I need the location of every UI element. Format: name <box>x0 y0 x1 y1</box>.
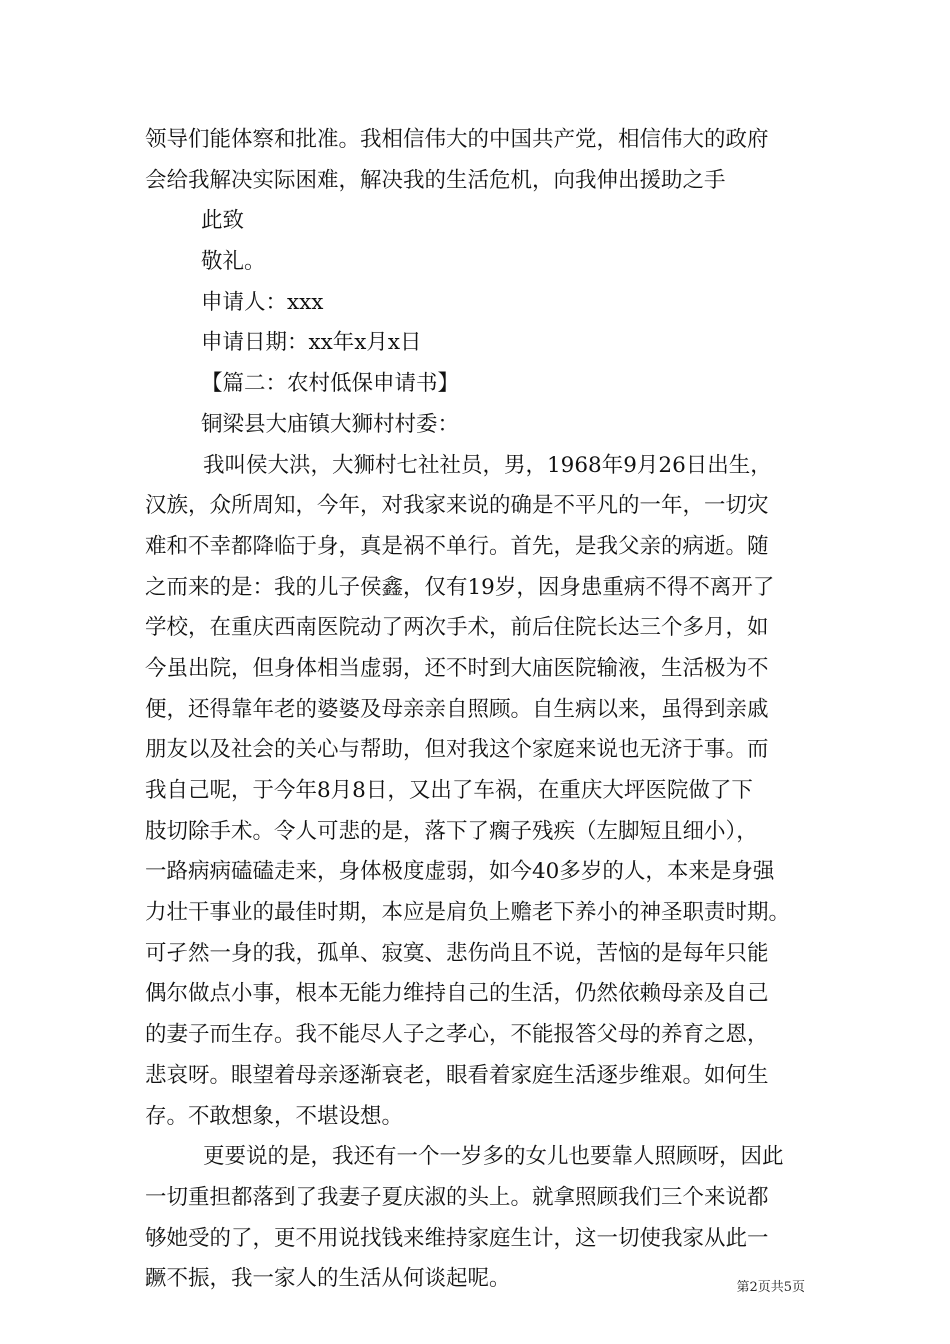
text-line: 肢切除手术。令人可悲的是，落下了瘸子残疾（左脚短且细小）， <box>145 818 758 844</box>
text-line: 朋友以及社会的关心与帮助，但对我这个家庭来说也无济于事。而 <box>145 737 769 763</box>
applicant-line: 申请人：xxx <box>201 289 324 315</box>
text-line: 偶尔做点小事，根本无能力维持自己的生活，仍然依赖母亲及自己 <box>145 981 769 1007</box>
text-line: 之而来的是：我的儿子侯鑫，仅有19岁，因身患重病不得不离开了 <box>145 574 775 600</box>
recipient-line: 铜梁县大庙镇大狮村村委： <box>201 411 460 437</box>
text-line: 一路病病磕磕走来，身体极度虚弱，如今40多岁的人，本来是身强 <box>145 859 775 885</box>
text-line: 的妻子而生存。我不能尽人子之孝心，不能报答父母的养育之恩， <box>145 1022 769 1048</box>
text-line: 蹶不振，我一家人的生活从何谈起呢。 <box>145 1266 511 1292</box>
text-line: 可孑然一身的我，孤单、寂寞、悲伤尚且不说，苦恼的是每年只能 <box>145 940 769 966</box>
text-line: 力壮干事业的最佳时期，本应是肩负上赡老下养小的神圣职责时期。 <box>145 900 791 926</box>
text-line: 汉族，众所周知，今年，对我家来说的确是不平凡的一年，一切灾 <box>145 493 769 519</box>
text-line: 够她受的了，更不用说找钱来维持家庭生计，这一切使我家从此一 <box>145 1225 769 1251</box>
text-line: 我叫侯大洪，大狮村七社社员，男，1968年9月26日出生， <box>203 452 772 478</box>
text-line: 会给我解决实际困难，解决我的生活危机，向我伸出援助之手 <box>145 167 726 193</box>
document-body <box>145 120 815 1300</box>
date-line: 申请日期：xx年x月x日 <box>201 330 422 356</box>
text-line: 一切重担都落到了我妻子夏庆淑的头上。就拿照顾我们三个来说都 <box>145 1184 769 1210</box>
text-line: 难和不幸都降临于身，真是祸不单行。首先，是我父亲的病逝。随 <box>145 533 769 559</box>
text-line: 领导们能体察和批准。我相信伟大的中国共产党，相信伟大的政府 <box>145 127 769 152</box>
text-line: 存。不敢想象，不堪设想。 <box>145 1103 404 1129</box>
text-line: 学校，在重庆西南医院动了两次手术，前后住院长达三个多月，如 <box>145 615 769 641</box>
text-line: 今虽出院，但身体相当虚弱，还不时到大庙医院输液，生活极为不 <box>145 655 769 681</box>
text-line: 便，还得靠年老的婆婆及母亲亲自照顾。自生病以来，虽得到亲戚 <box>145 696 769 722</box>
closing-line: 敬礼。 <box>201 249 266 275</box>
text-line: 悲哀呀。眼望着母亲逐渐衰老，眼看着家庭生活逐步维艰。如何生 <box>145 1062 769 1088</box>
section-heading: 【篇二：农村低保申请书】 <box>201 371 460 397</box>
text-line: 我自己呢，于今年8月8日，又出了车祸，在重庆大坪医院做了下 <box>145 778 753 803</box>
page-number: 第2页共5页 <box>736 1280 805 1295</box>
text-line: 更要说的是，我还有一个一岁多的女儿也要靠人照顾呀，因此 <box>203 1144 784 1170</box>
salutation-line: 此致 <box>201 208 245 234</box>
